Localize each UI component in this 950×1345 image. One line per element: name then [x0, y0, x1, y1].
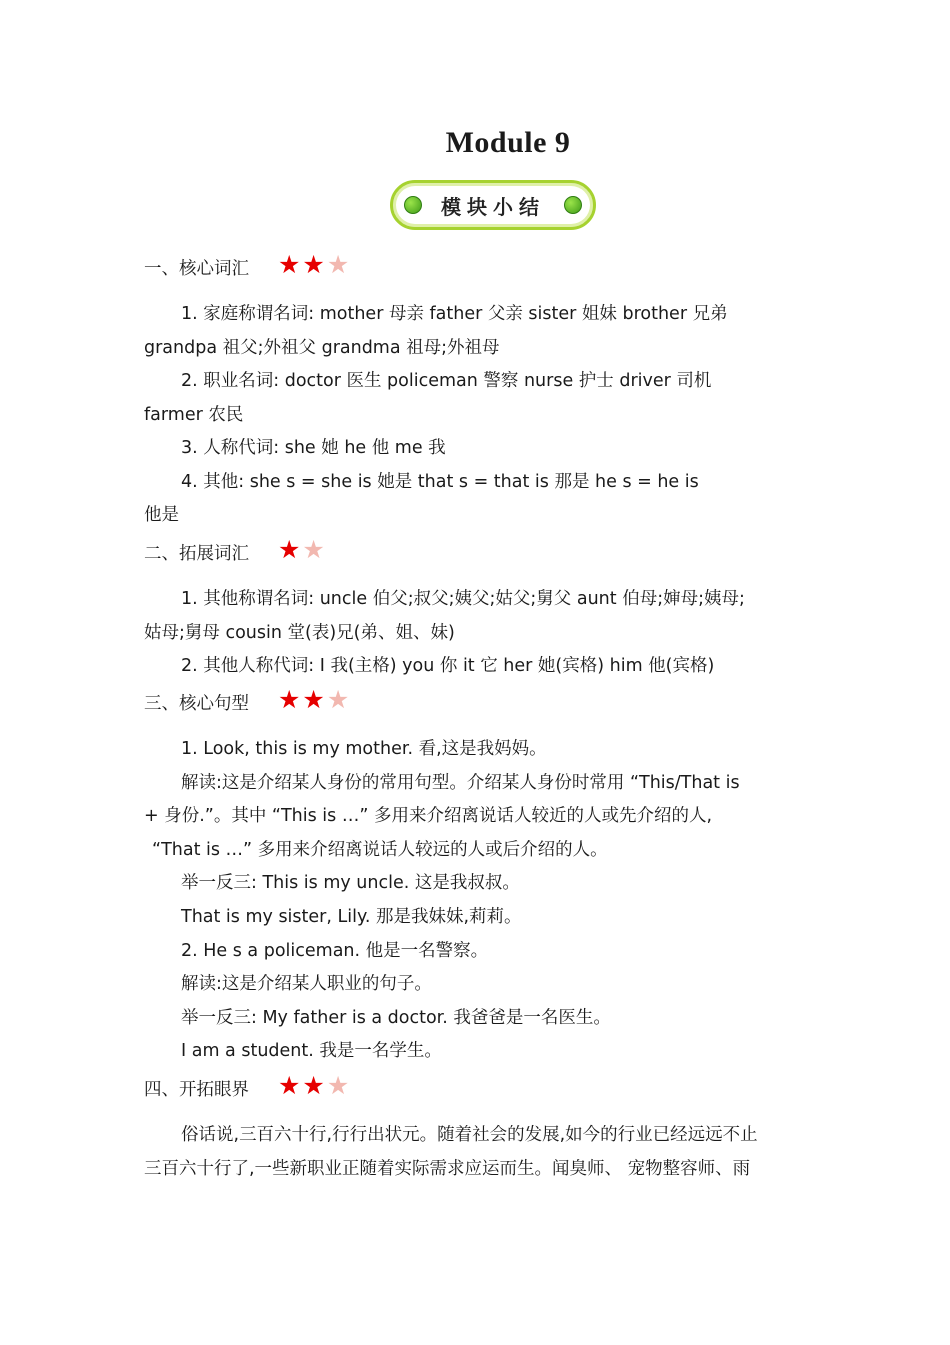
star-icon: ★: [302, 250, 325, 279]
text-line: 2. 职业名词: doctor 医生 policeman 警察 nurse 护士 driver 司机: [181, 371, 712, 391]
text-line: 俗话说,三百六十行,行行出状元。随着社会的发展,如今的行业已经远远不止: [181, 1125, 758, 1145]
rating-stars: [278, 1073, 349, 1098]
text-line: 举一反三: This is my uncle. 这是我叔叔。: [181, 873, 520, 893]
badge-label: 模块小结: [441, 194, 545, 219]
text-line: 3. 人称代词: she 她 he 他 me 我: [181, 438, 446, 458]
rating-stars: [278, 537, 325, 562]
text-line: I am a student. 我是一名学生。: [181, 1041, 442, 1061]
text-line: 解读:这是介绍某人身份的常用句型。介绍某人身份时常用 “This/That is: [181, 773, 740, 793]
text-line: 2. He s a policeman. 他是一名警察。: [181, 941, 489, 961]
text-line: That is my sister, Lily. 那是我妹妹,莉莉。: [181, 907, 522, 927]
section-heading-core-sentences: 三、核心句型: [144, 694, 249, 714]
half-star-icon: ★: [326, 1071, 350, 1100]
star-icon: ★: [278, 1071, 301, 1100]
star-icon: ★: [302, 685, 325, 714]
half-star-icon: ★: [302, 535, 325, 564]
rating-stars: [278, 252, 349, 277]
text-line: grandpa 祖父;外祖父 grandma 祖母;外祖母: [144, 338, 500, 358]
text-line: “That is …” 多用来介绍离说话人较远的人或后介绍的人。: [152, 840, 608, 860]
text-line: 2. 其他人称代词: I 我(主格) you 你 it 它 her 她(宾格) him 他(宾格): [181, 656, 715, 676]
text-line: farmer 农民: [144, 405, 244, 425]
star-icon: ★: [302, 1071, 325, 1100]
text-line: 1. 其他称谓名词: uncle 伯父;叔父;姨父;姑父;舅父 aunt 伯母;婶母;姨母;: [181, 589, 745, 609]
text-line: 1. Look, this is my mother. 看,这是我妈妈。: [181, 739, 547, 759]
text-line: 他是: [144, 505, 179, 525]
text-line: 4. 其他: she s = she is 她是 that s = that is 那是 he s = he is: [181, 472, 699, 492]
text-line: 姑母;舅母 cousin 堂(表)兄(弟、姐、妹): [144, 623, 455, 643]
text-line: 1. 家庭称谓名词: mother 母亲 father 父亲 sister 姐妹 brother 兄弟: [181, 304, 728, 324]
section-heading-broaden-horizons: 四、开拓眼界: [144, 1080, 249, 1100]
text-line: 解读:这是介绍某人职业的句子。: [181, 974, 432, 994]
star-icon: ★: [278, 685, 301, 714]
section-heading-core-vocab: 一、核心词汇: [144, 259, 249, 279]
half-star-icon: ★: [326, 685, 350, 714]
star-icon: ★: [278, 250, 301, 279]
page-title: Module 9: [445, 126, 571, 159]
section-heading-extended-vocab: 二、拓展词汇: [144, 544, 249, 564]
text-line: 三百六十行了,一些新职业正随着实际需求应运而生。闻臭师、 宠物整容师、雨: [144, 1159, 751, 1179]
rating-stars: [278, 687, 349, 712]
text-line: 举一反三: My father is a doctor. 我爸爸是一名医生。: [181, 1008, 611, 1028]
half-star-icon: ★: [326, 250, 350, 279]
star-icon: ★: [278, 535, 301, 564]
text-line: + 身份.”。其中 “This is …” 多用来介绍离说话人较近的人或先介绍的人,: [144, 806, 713, 826]
